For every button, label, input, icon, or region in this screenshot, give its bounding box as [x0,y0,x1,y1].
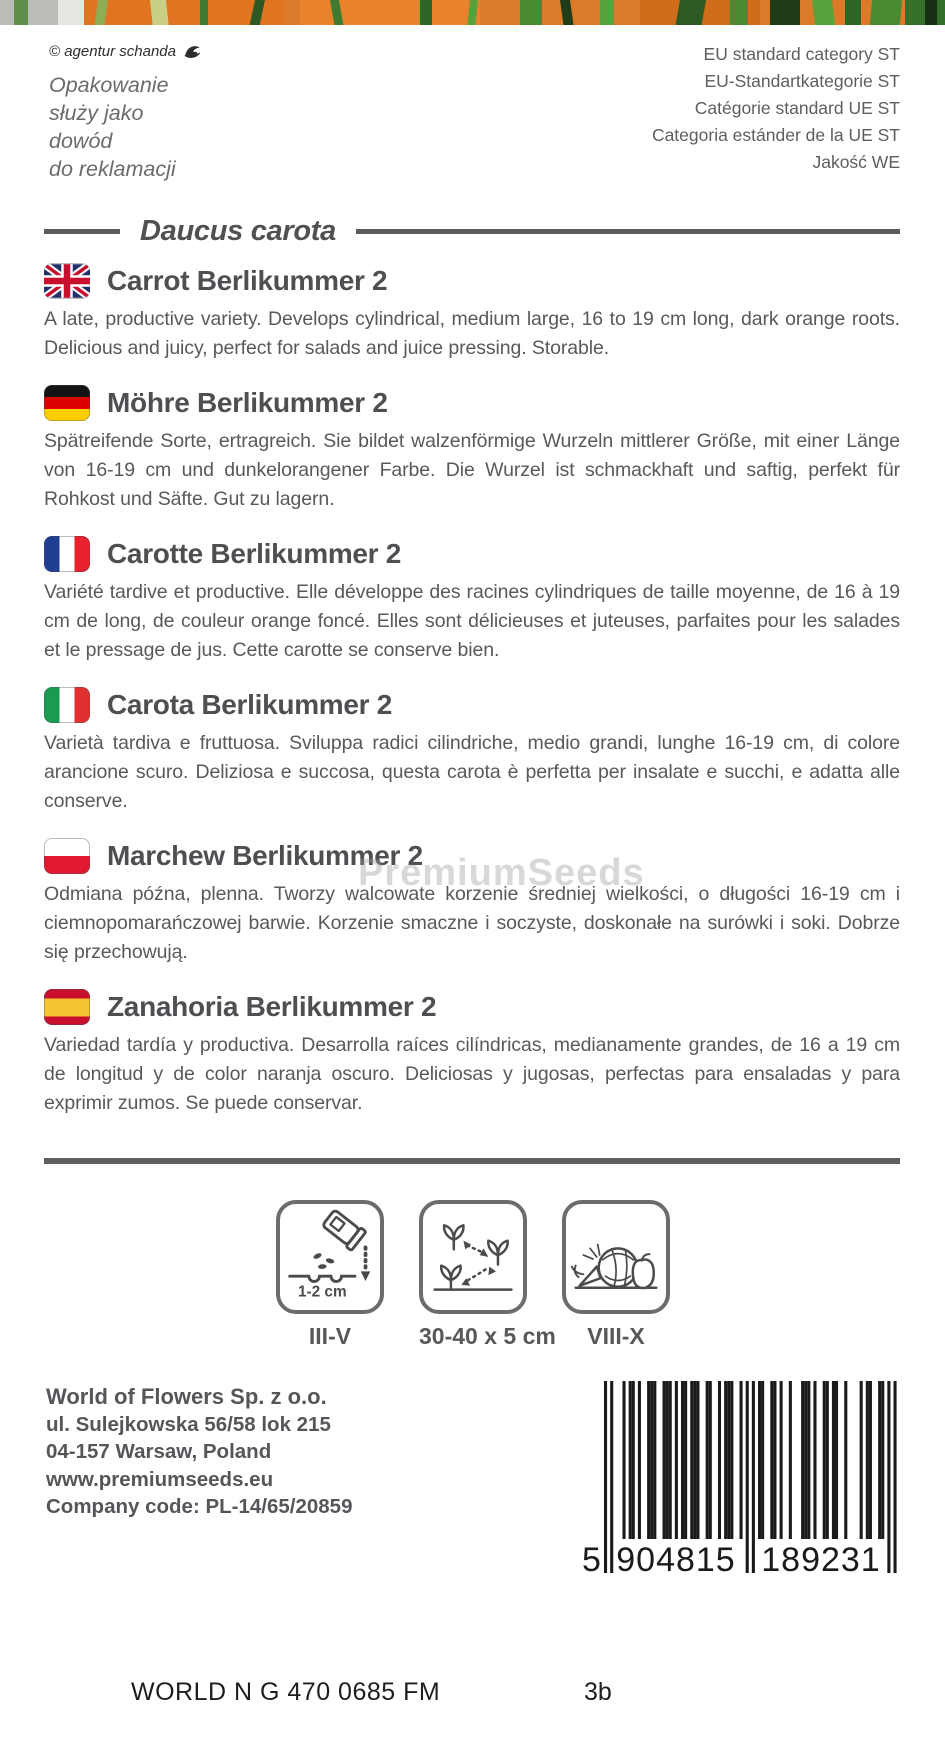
species-rule-left [44,229,120,234]
eu-category-line: Catégorie standard UE ST [694,98,900,118]
harvest-months-label: VIII-X [587,1323,645,1349]
variety-description-de: Spätreifende Sorte, ertragreich. Sie bildet walzenförmige Wurzeln mittlerer Größe, mit einer Länge von 16-19 cm und dunkelorangener Farbe. Die Wurzel ist schmackhaft und saftig, perfekt für Rohkost und Säfte. Gut zu lagern. [44,430,900,510]
variety-title-it: Carota Berlikummer 2 [107,689,393,720]
uk-flag-icon [44,263,90,299]
harvest-icon [562,1200,670,1314]
eu-category-line: EU-Standartkategorie ST [704,71,900,91]
species-rule-right [356,229,900,234]
company-block [44,1383,353,1521]
section-italian [44,686,900,816]
packaging-note-line: dowód [49,129,113,153]
barcode-digit-first: 5 [582,1541,602,1579]
section-french [44,535,900,665]
variety-title-en: Carrot Berlikummer 2 [107,265,388,296]
variety-title-pl: Marchew Berlikummer 2 [107,840,423,871]
eu-category-line: Categoria estánder de la UE ST [651,125,900,145]
variety-description-it: Varietà tardiva e fruttuosa. Sviluppa radici cilindriche, medio grandi, lunghe 16-19 cm, di colore arancione scuro. Deliziosa e succosa, questa carota è perfetta per insalate e succhi, e adatta alle conserve. [44,732,900,812]
eu-category-line: EU standard category ST [703,44,900,64]
species-header [44,213,900,249]
watermark: PremiumSeeds [358,852,645,894]
section-spanish [44,988,900,1118]
variety-title-de: Möhre Berlikummer 2 [107,387,388,418]
company-address-line: ul. Sulejkowska 56/58 lok 215 [46,1412,331,1436]
print-plate-code: 3b [584,1678,612,1706]
variety-title-fr: Carotte Berlikummer 2 [107,538,402,569]
sowing-months-label: III-V [308,1323,352,1349]
germany-flag-icon [44,385,90,421]
packet-photo-strip [0,0,945,25]
photo-credit-text: © agentur schanda [49,43,176,60]
sowing-depth-icon [276,1200,384,1314]
barcode-digits-right: 189231 [761,1541,881,1579]
agentur-schanda-logo [183,44,202,60]
eu-category-line: Jakość WE [812,152,900,172]
sowing-depth-value: 1-2 cm [297,1283,347,1301]
header-info [44,25,900,195]
poland-flag-icon [44,838,90,874]
spacing-pictogram [425,1207,521,1307]
variety-description-en: A late, productive variety. Develops cylindrical, medium large, 16 to 19 cm long, dark orange roots. Delicious and juicy, perfect for salads and juice pressing. Storable. [44,308,900,359]
packaging-note-line: do reklamacji [49,157,176,181]
company-name: World of Flowers Sp. z o.o. [46,1384,327,1409]
cultivation-icons [276,1200,900,1350]
packaging-note [49,71,176,183]
company-code: Company code: PL-14/65/20859 [46,1495,353,1518]
variety-description-pl: Odmiana późna, plenna. Tworzy walcowate korzenie średniej wielkości, o długości 16-19 cm i ciemnopomarańczowej barwie. Korzenie smaczne i soczyste, doskonałe na surówki i soki. Dobrze się przechowują. [44,883,900,963]
packaging-note-line: służy jako [49,101,144,125]
harvest-pictogram [568,1207,664,1307]
packaging-note-line: Opakowanie [49,73,169,97]
variety-description-fr: Variété tardive et productive. Elle développe des racines cylindriques de taille moyenne, de 16 à 19 cm de long, de couleur orange foncé. Elles sont délicieuses et juteuses, parfaites pour les salades et le pressage de jus. Cette carotte se conserve bien. [44,581,900,661]
print-batch-code: WORLD N G 470 0685 FM [131,1678,441,1706]
italy-flag-icon [44,687,90,723]
company-address-line: 04-157 Warsaw, Poland [46,1440,272,1463]
section-german [44,384,900,514]
spacing-icon [419,1200,527,1314]
species-name: Daucus carota [140,214,336,247]
section-english [44,262,900,363]
spacing-label: 30-40 x 5 cm [419,1323,556,1349]
sowing-depth-pictogram [282,1207,378,1307]
company-website: www.premiumseeds.eu [46,1467,274,1491]
eu-category-block [652,41,900,176]
variety-description-es: Variedad tardía y productiva. Desarrolla raíces cilíndricas, medianamente grandes, de 16 a 19 cm de longitud y de color naranja oscuro. Deliciosas y jugosas, perfectas para ensaladas y para exprimir zumos. Se puede conservar. [44,1034,900,1114]
spain-flag-icon [44,989,90,1025]
section-polish [44,837,900,967]
france-flag-icon [44,536,90,572]
variety-title-es: Zanahoria Berlikummer 2 [107,991,437,1022]
section-divider [44,1158,900,1164]
photo-credit [49,43,202,60]
ean13-barcode [580,1381,900,1586]
barcode-digits-left: 904815 [616,1541,736,1579]
